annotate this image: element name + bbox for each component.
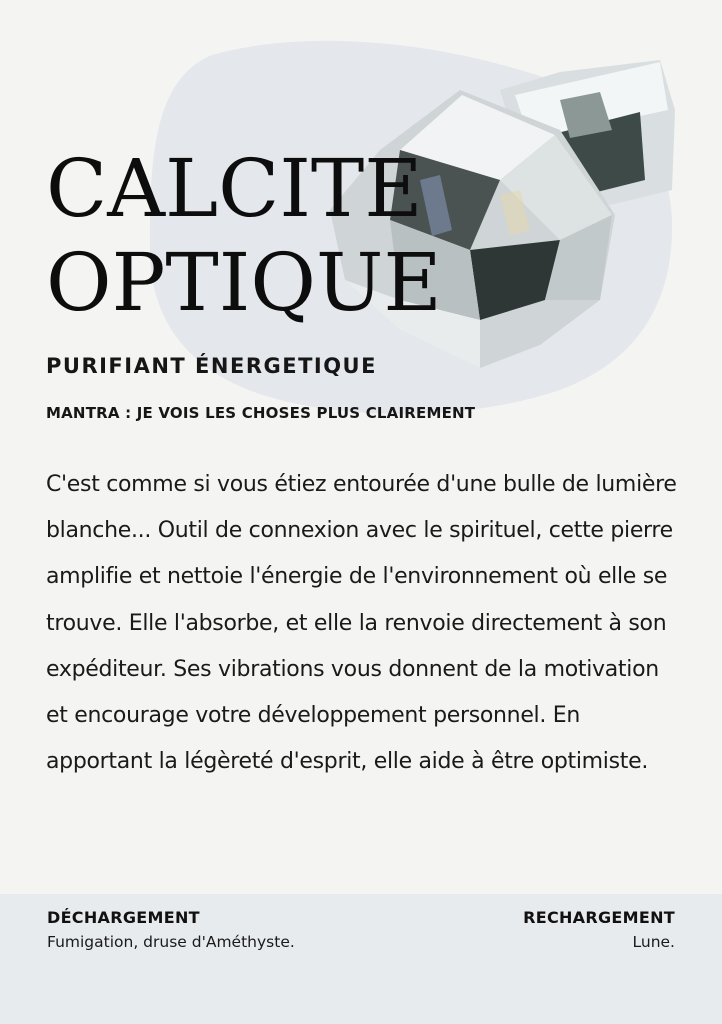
stone-description: C'est comme si vous étiez entourée d'une bulle de lumière blanche... Outil de connexion avec le spirituel, cette pierre amplifie et nettoie l'énergie de l'environnement où elle se trouve. Elle l'absorbe, et elle la renvoie directement à son expéditeur. Ses vibrations vous donnent de la motivation et encourage votre développement personnel. En apportant la légèreté d'esprit, elle aide à être optimiste. [46, 472, 677, 775]
stone-subtitle: PURIFIANT ÉNERGETIQUE [46, 354, 377, 378]
title-line-2: OPTIQUE [46, 236, 442, 329]
recharge-value: Lune. [632, 933, 675, 951]
stone-mantra: MANTRA : JE VOIS LES CHOSES PLUS CLAIREMENT [46, 404, 476, 422]
recharge-section [523, 908, 675, 951]
recharge-label: RECHARGEMENT [523, 908, 675, 927]
care-footer [0, 894, 722, 1024]
discharge-value: Fumigation, druse d'Améthyste. [47, 933, 295, 951]
title-line-1: CALCITE [46, 142, 423, 235]
discharge-section [47, 908, 295, 951]
discharge-label: DÉCHARGEMENT [47, 908, 200, 927]
stone-title [46, 142, 442, 330]
